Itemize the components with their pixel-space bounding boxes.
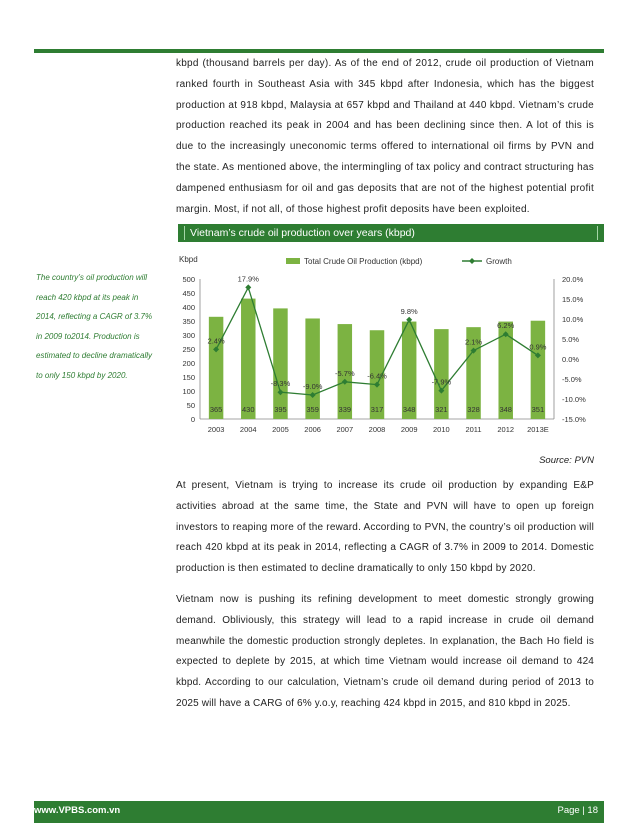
x-tick-label: 2006 [304, 425, 321, 434]
legend-line-marker [469, 258, 475, 264]
growth-label: -8.3% [270, 379, 291, 389]
growth-label: 9.8% [400, 306, 418, 316]
y2-tick-label: 15.0% [562, 295, 584, 304]
bar-value-label: 321 [435, 405, 448, 414]
growth-label: 2.4% [207, 336, 225, 346]
bar-value-label: 365 [209, 405, 223, 414]
bar [305, 318, 319, 419]
bar-value-label: 348 [499, 405, 512, 414]
header-rule [34, 49, 604, 53]
body-paragraph-1: kbpd (thousand barrels per day). As of the end of 2012, crude oil production of Vietnam ranked fourth in Southeast Asia with 345 kbpd after Indonesia, which has the biggest production at 918 kbpd, Malaysia at 657 kbpd and Thailand at 440 kbpd. Vietnam’s crude production reached its peak in 2004 and has been declining since then. A lot of this is due to the increasingly uneconomic terms offered to international oil firms by PVN and the state. As mentioned above, the intermingling of tax policy and contract structuring has dampened enthusiasm for oil and gas deposits that are not of the highest potential profit margin. Most, if not all, of those highest profit deposits have been exploited. [176, 58, 594, 215]
bar-value-label: 359 [306, 405, 319, 414]
sidebar-note: The country’s oil production will reach 420 kbpd at its peak in 2014, reflecting a CAGR of 3.7% in 2009 to2014. Production is estimated to decline dramatically to only 150 kbpd by 2020. [36, 273, 153, 380]
bar-value-label: 339 [338, 405, 352, 414]
x-tick-label: 2013E [527, 425, 549, 434]
x-tick-label: 2009 [400, 425, 418, 434]
body-paragraph-3: Vietnam now is pushing its refining development to meet domestic strongly growing demand. Obliviously, this strategy will lead to a rapid increase in crude oil demand meanwhile the domestic production strongly depletes. In explanation, the Bach Ho field is expected to deplete by 2015, at which time Vietnam would increase oil demand to 424 kbpd. According to our calculation, Vietnam’s crude oil demand during period of 2013 to 2025 will have a CARG of 6% y.o.y, reaching 424 kbpd in 2015, and 810 kbpd in 2025. [176, 594, 594, 709]
y-tick-label: 350 [182, 317, 195, 326]
growth-label: -5.7% [335, 368, 355, 378]
legend-line-label: Growth [486, 257, 512, 266]
production-chart [176, 248, 596, 442]
y-axis-label: Kbpd [179, 255, 198, 264]
page-number: Page | 18 [557, 805, 598, 816]
x-tick-label: 2010 [433, 425, 450, 434]
bar [241, 299, 255, 419]
y-tick-label: 500 [182, 275, 195, 284]
chart-title: Vietnam’s crude oil production over years (kbpd) [190, 227, 415, 239]
x-tick-label: 2012 [497, 425, 515, 434]
bar-value-label: 317 [370, 405, 384, 414]
y2-tick-label: -10.0% [562, 395, 586, 404]
x-tick-label: 2011 [465, 425, 482, 434]
x-tick-label: 2008 [368, 425, 386, 434]
y2-tick-label: 0.0% [562, 355, 580, 364]
bar [273, 308, 287, 419]
y-tick-label: 450 [182, 289, 195, 298]
x-tick-label: 2007 [336, 425, 354, 434]
growth-label: 6.2% [497, 321, 515, 331]
growth-label: 17.9% [237, 274, 259, 284]
y-tick-label: 0 [190, 415, 195, 424]
bar [209, 317, 223, 419]
y2-tick-label: 10.0% [562, 315, 584, 324]
y-tick-label: 250 [182, 345, 195, 354]
body-paragraph-2: At present, Vietnam is trying to increase its crude oil production by expanding E&P activities abroad at the same time, the State and PVN will have to open up foreign investors to reaping more of the reward. According to PVN, the country’s oil production will reach 420 kbpd at its peak in 2014, reflecting a CAGR of 3.7% in 2009 to 2014. Domestic production is then estimated to decline dramatically to only 150 kbpd by 2020. [176, 480, 594, 575]
bar-value-label: 351 [531, 405, 545, 414]
bar-value-label: 395 [274, 405, 287, 414]
bar-value-label: 430 [242, 405, 255, 414]
legend-bar-label: Total Crude Oil Production (kbpd) [304, 257, 423, 266]
x-tick-label: 2004 [239, 425, 257, 434]
source-note: Source: PVN [539, 455, 594, 466]
y-tick-label: 200 [182, 359, 195, 368]
growth-label: -7.9% [431, 377, 452, 387]
legend-bar-swatch [286, 258, 300, 264]
chart-title-bar [178, 224, 604, 242]
y2-tick-label: -15.0% [562, 415, 586, 424]
y2-tick-label: 20.0% [562, 275, 584, 284]
x-tick-label: 2003 [207, 425, 225, 434]
y-tick-label: 100 [182, 387, 195, 396]
y-tick-label: 150 [182, 373, 195, 382]
y2-tick-label: 5.0% [562, 335, 580, 344]
y-tick-label: 400 [182, 303, 195, 312]
growth-label: 2.1% [464, 337, 483, 347]
growth-label: -6.4% [367, 371, 387, 381]
growth-point [245, 284, 251, 290]
growth-label: -9.0% [302, 382, 323, 391]
x-tick-label: 2005 [272, 425, 289, 434]
y2-tick-label: -5.0% [562, 375, 582, 384]
growth-label: 0.9% [529, 342, 547, 352]
footer-url[interactable]: www.VPBS.com.vn [34, 805, 121, 816]
bar-value-label: 328 [467, 405, 480, 414]
bar-value-label: 348 [402, 405, 416, 414]
y-tick-label: 50 [186, 401, 195, 410]
y-tick-label: 300 [182, 331, 195, 340]
